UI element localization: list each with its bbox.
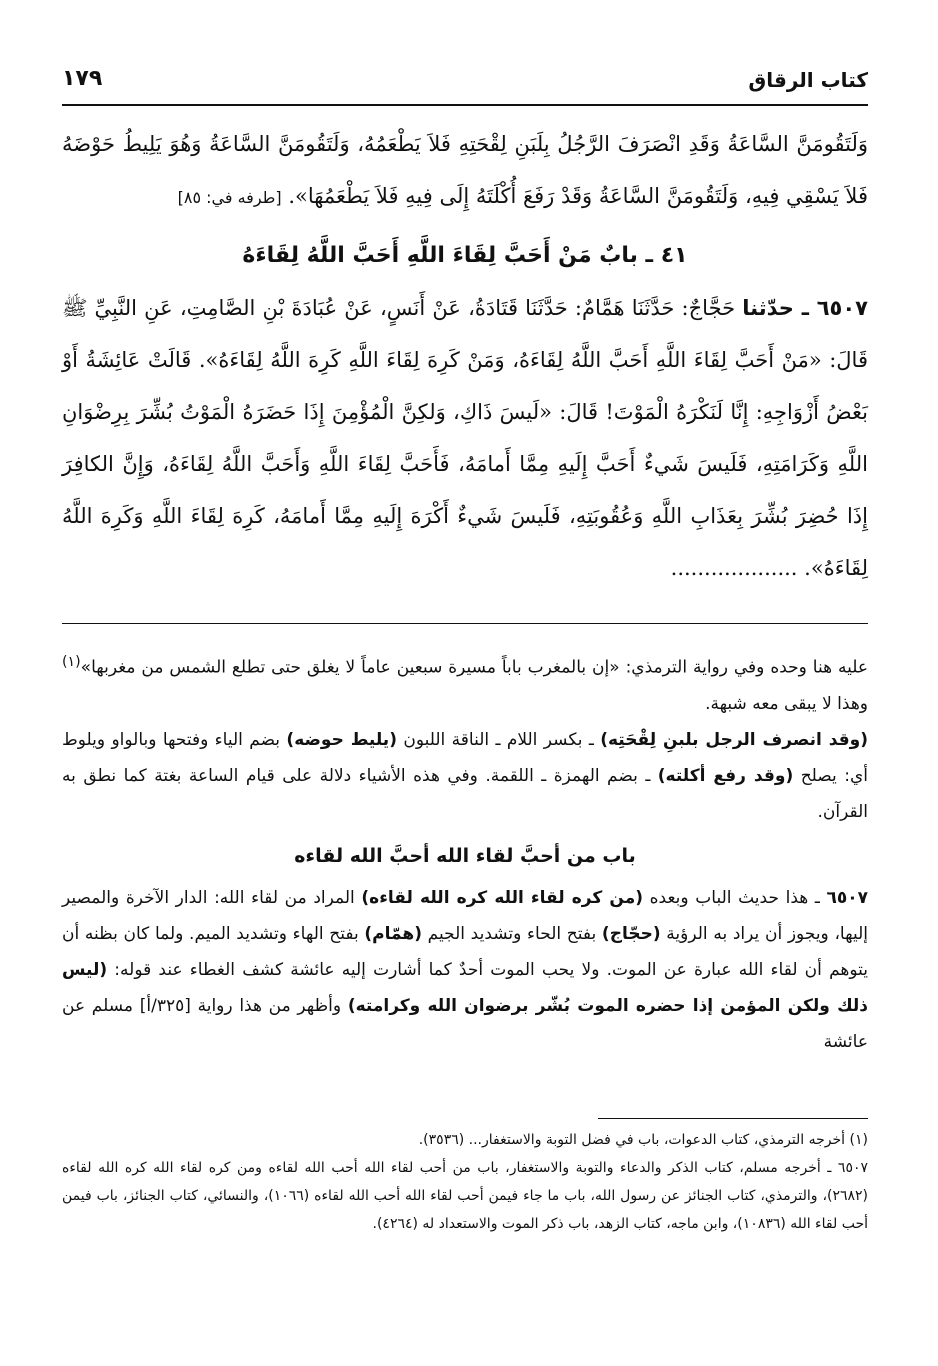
hadith-paragraph (62, 282, 868, 594)
commentary-heading: باب من أحبَّ لقاء الله أحبَّ الله لقاءه (294, 844, 636, 867)
chapter-heading: ٤١ ـ بابٌ مَنْ أَحَبَّ لِقَاءَ اللَّهِ أَحَبَّ اللَّهُ لِقَاءَهُ (242, 243, 688, 268)
commentary-para-1 (62, 644, 868, 722)
intro-paragraph (62, 118, 868, 224)
body-divider (62, 623, 868, 624)
bold-quote: (يليط حوضه) (286, 729, 397, 750)
bold-quote: (حجّاج) (601, 923, 661, 944)
page-number: ١٧٩ (62, 66, 103, 91)
commentary-text: المراد من لقاء الله: الدار الآخرة والمصير إليها، ويجوز أن يراد به الرؤية (62, 887, 868, 944)
commentary-text: ـ هذا حديث الباب وبعده (643, 887, 827, 908)
commentary-text: ـ بضم الهمزة ـ اللقمة. وفي هذه الأشياء دلالة على قيام الساعة بغتة كما نطق به القرآن. (62, 765, 868, 822)
bold-quote: (وقد انصرف الرجل بلبنِ لِقْحَتِه) (600, 729, 868, 750)
commentary-para-2 (62, 722, 868, 830)
footnotes (62, 1126, 868, 1238)
page-header (62, 62, 868, 102)
commentary-text: بفتح الحاء وتشديد الجيم (421, 923, 602, 944)
bold-quote: (ليس ذلك ولكن المؤمن إذا حضره الموت بُشّر برضوان الله وكرامته) (62, 959, 869, 1016)
commentary-text: عليه هنا وحده وفي رواية الترمذي: «إن بالمغرب باباً مسيرة سبعين عاماً لا يغلق حتى تطلع الشمس من مغربها» (80, 657, 868, 678)
bold-quote: (من كره لقاء الله كره الله لقاءه) (361, 887, 644, 908)
hadith-text: حَجَّاجٌ: حَدَّثَنَا هَمَّامٌ: حَدَّثَنَا قَتَادَةُ، عَنْ أَنَسٍ، عَنْ عُبَادَةَ بْنِ الصَّامِتِ، عَنِ النَّبِيِّ ﷺ قَالَ: «مَنْ أَحَبَّ لِقَاءَ اللَّهِ أَحَبَّ اللَّهُ لِقَاءَهُ، وَمَنْ كَرِهَ لِقَاءَ اللَّهِ كَرِهَ اللَّهُ لِقَاءَهُ». قَالَتْ عَائِشَةُ أَوْ بَعْضُ أَزْوَاجِهِ: إِنَّا لَنَكْرَهُ الْمَوْتَ! قَالَ: «لَيسَ ذَاكِ، وَلكِنَّ الْمُؤْمِنَ إِذَا حَضَرَهُ الْمَوْتُ بُشِّرَ بِرِضْوَانِ اللَّهِ وَكَرَامَتِهِ، فَلَيسَ شَيءٌ أَحَبَّ إِلَيهِ مِمَّا أَمامَهُ، فَأَحَبَّ لِقَاءَ اللَّهِ وَأَحَبَّ اللَّهُ لِقَاءَهُ، وَإِنَّ الكافِرَ إِذَا حُضِرَ بُشِّرَ بِعَذَابِ اللَّهِ وَعُقُوبَتِهِ، فَلَيسَ شَيءٌ أَكْرَهَ إِلَيهِ مِمَّا أَمامَهُ، كَرِهَ لِقَاءَ اللَّهِ وَكَرِهَ اللَّهُ لِقَاءَهُ». (62, 296, 868, 580)
header-rule (62, 104, 868, 106)
book-title: كتاب الرقاق (748, 68, 868, 92)
hadith-trail: ................... (670, 556, 798, 580)
commentary-text: بضم الياء وفتحها وبالواو ويلوط أي: يصلح (62, 729, 869, 786)
intro-text: وَلَتَقُومَنَّ السَّاعَةُ وَقَدِ انْصَرَفَ الرَّجُلُ بِلَبَنِ لِقْحَتِهِ فَلاَ يَطْعَمُهُ، وَلَتَقُومَنَّ السَّاعَةُ وَهُوَ يَلِيطُ حَوْضَهُ فَلاَ يَسْقِي فِيهِ، وَلَتَقُومَنَّ السَّاعَةُ وَقَدْ رَفَعَ أُكْلَتَهُ إِلَى فِيهِ فَلاَ يَطْعَمُهَا». (62, 132, 868, 208)
main-text (62, 118, 868, 594)
hadith-number: ٦٥٠٧ (826, 887, 868, 908)
footnote-2: ٦٥٠٧ ـ أخرجه مسلم، كتاب الذكر والدعاء والتوبة والاستغفار، باب من أحب لقاء الله أحب الله لقاءه ومن كره لقاء الله كره الله لقاءه (٢٦٨٢)، والترمذي، كتاب الجنائز عن رسول الله، باب ما جاء فيمن أحب لقاء الله أحب الله لقاءه (١٠٦٦)، والنسائي، كتاب الجنائز، باب فيمن أحب لقاء الله (١٠٨٣٦)، وابن ماجه، كتاب الزهد، باب ذكر الموت والاستعداد له (٤٢٦٤). (62, 1160, 868, 1232)
commentary-text: وهذا لا يبقى معه شبهة. (705, 693, 868, 714)
commentary (62, 644, 868, 1060)
commentary-para-3 (62, 880, 868, 1060)
footnote-divider (598, 1118, 868, 1119)
hadith-number: ٦٥٠٧ ـ حدّثنا (742, 296, 868, 320)
bold-quote: (وقد رفع أكلته) (657, 765, 794, 786)
commentary-text: وأظهر من هذا رواية [٣٢٥/أ] مسلم عن عائشة (62, 995, 868, 1052)
intro-ref: [طرفه في: ٨٥] (177, 188, 282, 207)
bold-quote: (همّام) (364, 923, 422, 944)
commentary-text: بفتح الهاء وتشديد الميم. ولما كان بظنه أن يتوهم أن لقاء الله عبارة عن الموت. ولا يحب الموت أحدٌ كما أشارت إليه عائشة كشف الغطاء عند قوله: (62, 923, 868, 980)
commentary-text: ـ بكسر اللام ـ الناقة اللبون (396, 729, 601, 750)
footnote-1: (١) أخرجه الترمذي، كتاب الدعوات، باب في فضل التوبة والاستغفار... (٣٥٣٦). (418, 1132, 868, 1148)
footnote-mark: (١) (62, 654, 81, 670)
